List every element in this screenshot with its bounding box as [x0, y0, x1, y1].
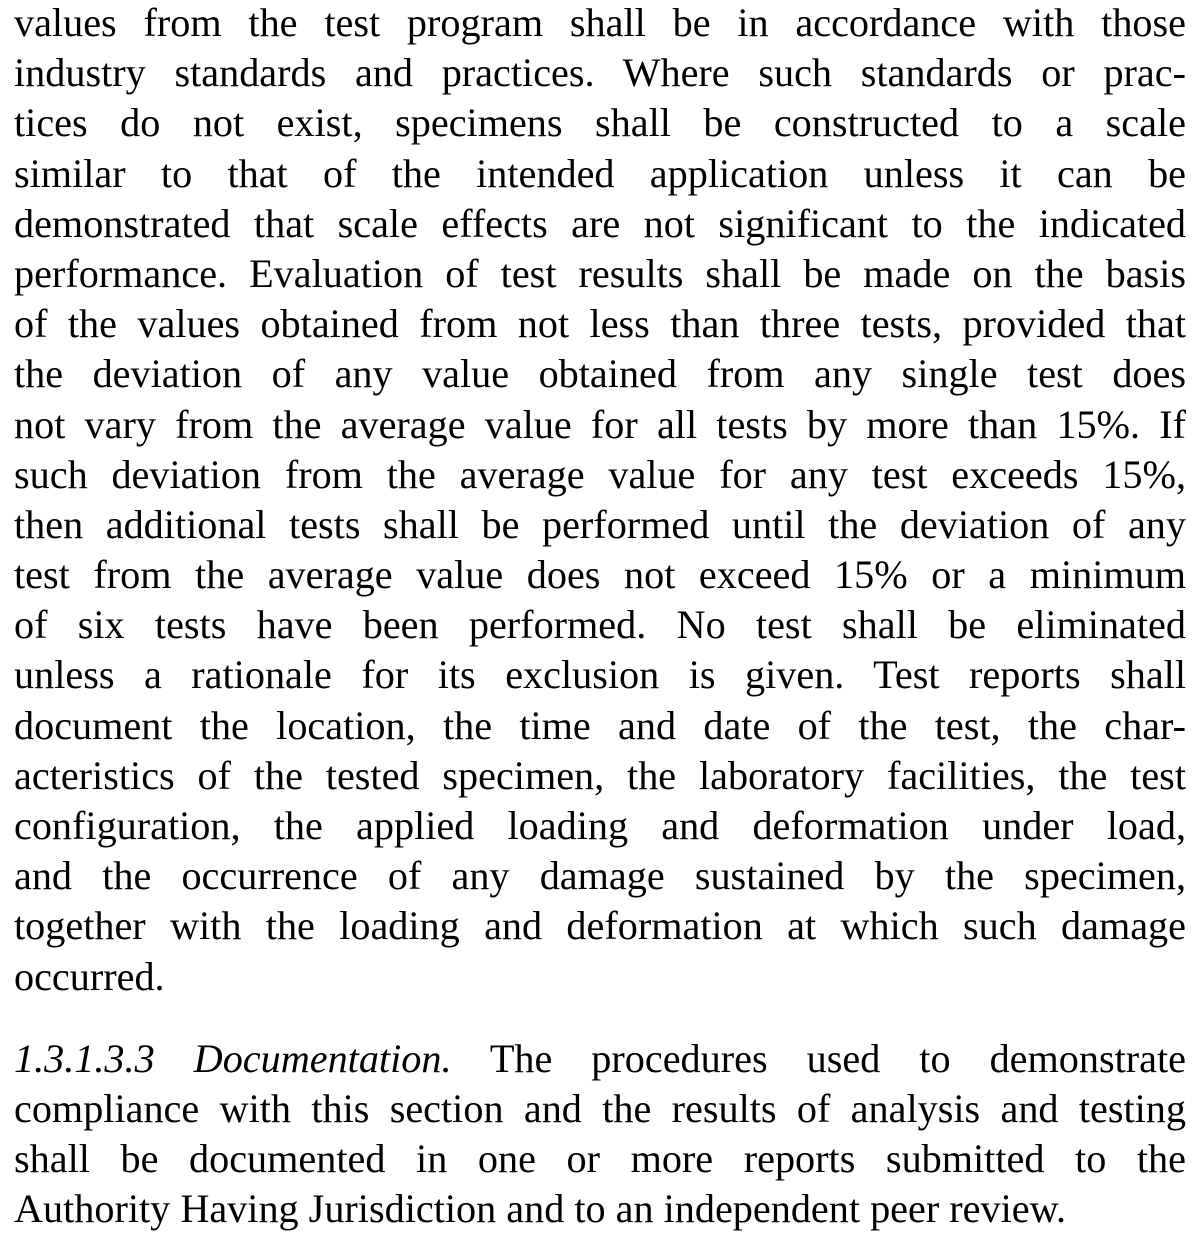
- text-line: demonstrated that scale effects are not significant to the indicated: [14, 200, 1186, 246]
- text-line: performance. Evaluation of test results shall be made on the basis: [14, 250, 1186, 296]
- text-line: document the location, the time and date of the test, the char-: [14, 702, 1186, 748]
- section-heading: 1.3.1.3.3 Documentation.: [14, 1035, 452, 1081]
- text-line: test from the average value does not exceed 15% or a minimum: [14, 552, 1186, 598]
- text-line: not vary from the average value for all tests by more than 15%. If: [14, 401, 1186, 447]
- text-line: configuration, the applied loading and deformation under load,: [14, 803, 1186, 848]
- text-line: together with the loading and deformation at which such damage: [14, 903, 1186, 949]
- text-line: Authority Having Jurisdiction and to an independent peer review.: [14, 1186, 1067, 1232]
- text-line: similar to that of the intended application unless it can be: [14, 150, 1186, 196]
- text-line: of six tests have been performed. No test shall be eliminated: [14, 602, 1186, 648]
- text-line: [14, 1034, 1186, 1084]
- text-line: acteristics of the tested specimen, the laboratory facilities, the test: [14, 752, 1186, 798]
- text-line: tices do not exist, specimens shall be constructed to a scale: [14, 100, 1186, 146]
- text-line: and the occurrence of any damage sustained by the specimen,: [14, 853, 1186, 899]
- text-line: of the values obtained from not less than three tests, provided that: [14, 301, 1186, 347]
- text-line: compliance with this section and the results of analysis and testing: [14, 1085, 1186, 1131]
- text-line: the deviation of any value obtained from any single test does: [14, 351, 1186, 397]
- heading-line-text: The procedures used to demonstrate: [489, 1035, 1186, 1081]
- text-line: unless a rationale for its exclusion is given. Test reports shall: [14, 652, 1186, 698]
- text-line: then additional tests shall be performed until the deviation of any: [14, 501, 1186, 547]
- text-line: values from the test program shall be in accordance with those: [14, 0, 1186, 45]
- text-line: shall be documented in one or more reports submitted to the: [14, 1136, 1186, 1182]
- paragraph-test-program: [14, 0, 1186, 1002]
- paragraph-documentation: [14, 1034, 1186, 1235]
- text-line: occurred.: [14, 953, 165, 999]
- text-line: industry standards and practices. Where such standards or prac-: [14, 50, 1186, 96]
- text-line: such deviation from the average value for any test exceeds 15%,: [14, 451, 1186, 497]
